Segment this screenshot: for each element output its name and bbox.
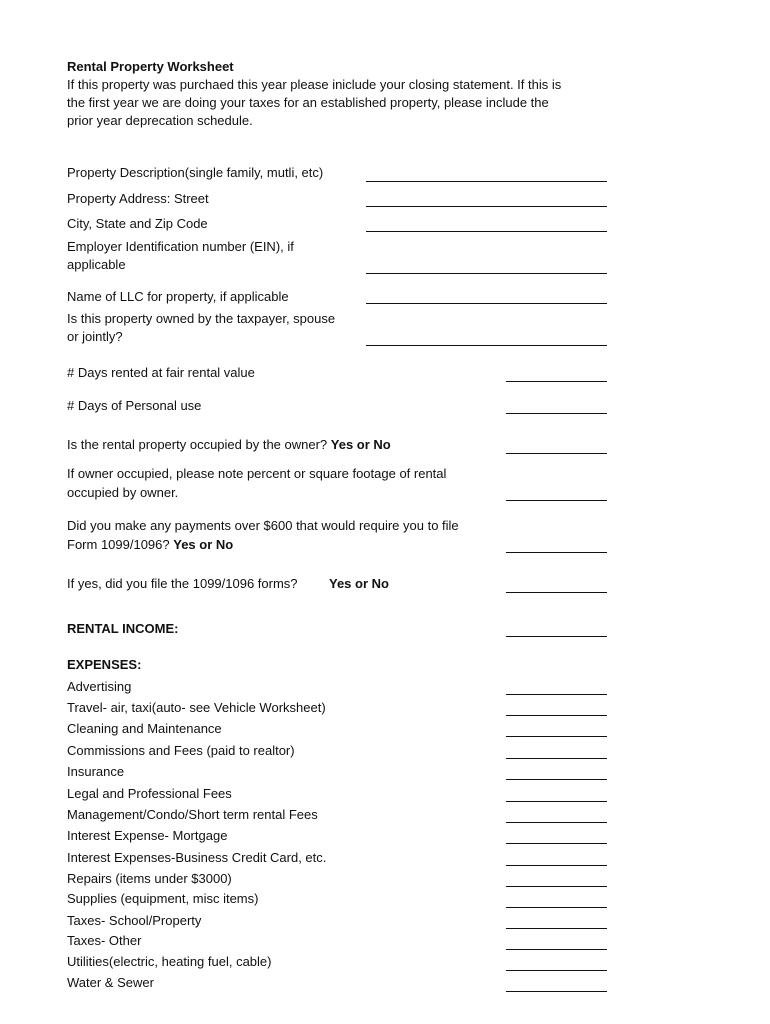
owner-occupied-yes-no: Yes or No (330, 437, 391, 452)
owner-occupied-field[interactable] (506, 453, 607, 454)
expense-label: Insurance (67, 764, 125, 779)
llc-name-field[interactable] (366, 303, 607, 304)
days-rented-field[interactable] (506, 381, 607, 382)
percent-occupied-label-line-2: occupied by owner. (67, 485, 179, 500)
payments-yes-no: Yes or No (173, 537, 234, 552)
payments-label-line-2 (67, 536, 233, 554)
owner-occupied-question: Is the rental property occupied by the owner? (67, 437, 328, 452)
rental-income-label: RENTAL INCOME: (67, 621, 179, 636)
expense-field[interactable] (506, 694, 607, 695)
intro-line-3: prior year deprecation schedule. (67, 113, 253, 128)
expense-label: Travel- air, taxi(auto- see Vehicle Worksheet) (67, 700, 326, 715)
forms-filed-field[interactable] (506, 592, 607, 593)
expense-label: Cleaning and Maintenance (67, 721, 222, 736)
intro-line-2: the first year we are doing your taxes for an established property, please include the (67, 95, 549, 110)
expense-field[interactable] (506, 886, 607, 887)
forms-filed-yes-no: Yes or No (329, 576, 389, 591)
percent-occupied-label-line-1: If owner occupied, please note percent or square footage of rental (67, 466, 447, 481)
ein-field[interactable] (366, 273, 607, 274)
expense-field[interactable] (506, 907, 607, 908)
expense-field[interactable] (506, 736, 607, 737)
expense-field[interactable] (506, 779, 607, 780)
rental-income-field[interactable] (506, 636, 607, 637)
expense-label: Taxes- School/Property (67, 913, 202, 928)
city-state-zip-label: City, State and Zip Code (67, 216, 208, 231)
intro-line-1: If this property was purchaed this year please iniclude your closing statement. If this is (67, 77, 562, 92)
expenses-heading: EXPENSES: (67, 657, 142, 672)
expense-field[interactable] (506, 970, 607, 971)
owner-occupied-label (67, 436, 391, 454)
expense-field[interactable] (506, 715, 607, 716)
expense-field[interactable] (506, 801, 607, 802)
days-rented-label: # Days rented at fair rental value (67, 365, 255, 380)
expense-label: Legal and Professional Fees (67, 786, 232, 801)
forms-filed-question: If yes, did you file the 1099/1096 forms? (67, 576, 298, 591)
expense-label: Utilities(electric, heating fuel, cable) (67, 954, 272, 969)
expense-label: Interest Expense- Mortgage (67, 828, 228, 843)
property-description-label: Property Description(single family, mutli, etc) (67, 165, 324, 180)
expense-label: Supplies (equipment, misc items) (67, 891, 259, 906)
property-street-field[interactable] (366, 206, 607, 207)
expense-label: Advertising (67, 679, 132, 694)
ein-label-line-2: applicable (67, 257, 126, 272)
ein-label-line-1: Employer Identification number (EIN), if (67, 239, 294, 254)
property-description-field[interactable] (366, 181, 607, 182)
expense-field[interactable] (506, 928, 607, 929)
payments-field[interactable] (506, 552, 607, 553)
expense-label: Management/Condo/Short term rental Fees (67, 807, 318, 822)
days-personal-field[interactable] (506, 413, 607, 414)
expense-field[interactable] (506, 865, 607, 866)
percent-occupied-field[interactable] (506, 500, 607, 501)
expense-label: Repairs (items under $3000) (67, 871, 232, 886)
expense-label: Interest Expenses-Business Credit Card, etc. (67, 850, 327, 865)
ownership-field[interactable] (366, 345, 607, 346)
city-state-zip-field[interactable] (366, 231, 607, 232)
days-personal-label: # Days of Personal use (67, 398, 202, 413)
payments-form: Form 1099/1096? (67, 537, 170, 552)
expense-label: Commissions and Fees (paid to realtor) (67, 743, 295, 758)
ownership-label-line-2: or jointly? (67, 329, 123, 344)
payments-label-line-1: Did you make any payments over $600 that would require you to file (67, 518, 459, 533)
expense-label: Water & Sewer (67, 975, 154, 990)
expense-field[interactable] (506, 949, 607, 950)
page-title: Rental Property Worksheet (67, 59, 234, 74)
expense-label: Taxes- Other (67, 933, 142, 948)
expense-field[interactable] (506, 843, 607, 844)
expense-field[interactable] (506, 991, 607, 992)
ownership-label-line-1: Is this property owned by the taxpayer, spouse (67, 311, 336, 326)
llc-name-label: Name of LLC for property, if applicable (67, 289, 289, 304)
expense-field[interactable] (506, 758, 607, 759)
expense-field[interactable] (506, 822, 607, 823)
property-street-label: Property Address: Street (67, 191, 209, 206)
